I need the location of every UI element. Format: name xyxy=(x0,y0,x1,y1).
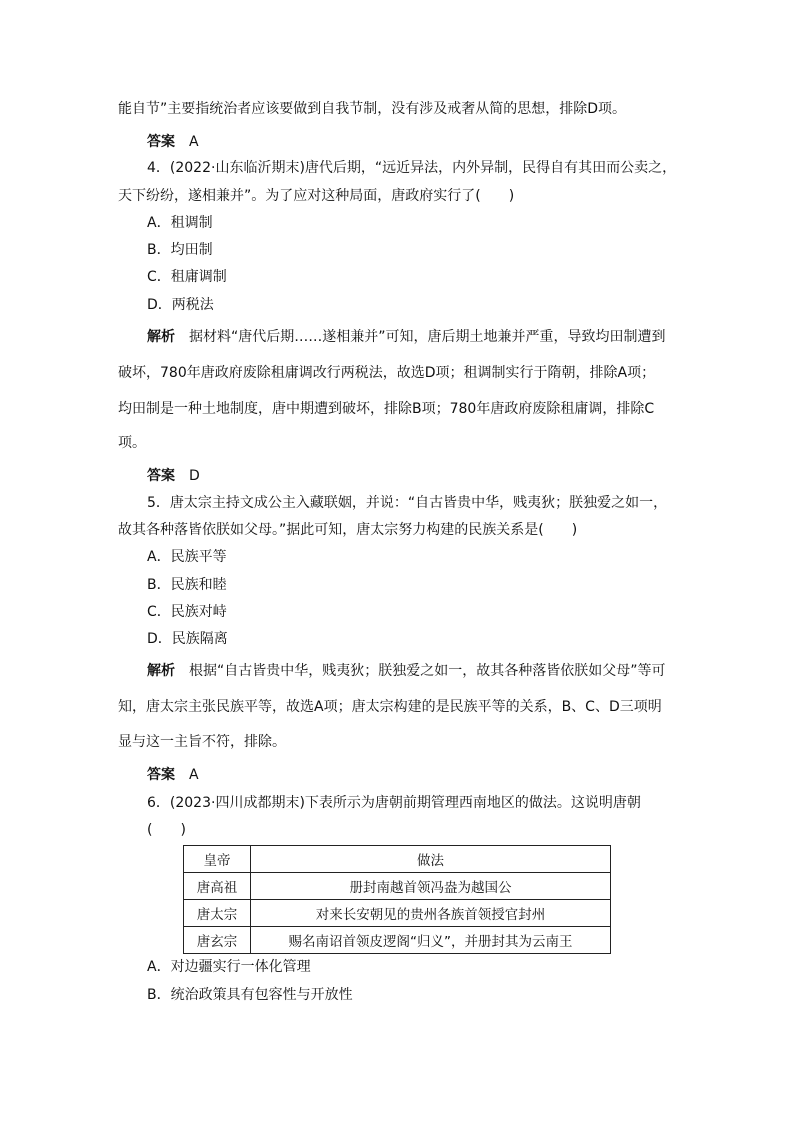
q4-option-c: C．租庸调制 xyxy=(147,269,227,285)
table-row xyxy=(184,927,611,954)
q4-answer xyxy=(147,467,200,485)
table-header-row xyxy=(184,846,611,873)
q4-stem-line2: 天下纷纷，遂相兼并”。为了应对这种局面，唐政府实行了( ) xyxy=(118,188,515,204)
table-cell: 唐玄宗 xyxy=(184,927,251,954)
q4-stem-line1: 4．(2022·山东临沂期末)唐代后期，“远近异法，内外异制，民得自有其田而公卖之， xyxy=(147,160,677,176)
q4-option-a: A．租调制 xyxy=(147,215,213,231)
q5-option-d: D．民族隔离 xyxy=(147,631,228,647)
q5-option-a: A．民族平等 xyxy=(147,549,227,565)
table-row xyxy=(184,873,611,900)
q6-stem-line2: ( ) xyxy=(147,822,186,838)
table-cell: 册封南越首领冯盎为越国公 xyxy=(251,873,611,900)
q5-analysis-line2: 知，唐太宗主张民族平等，故选A项；唐太宗构建的是民族平等的关系，B、C、D三项明 xyxy=(118,699,662,715)
q4-analysis-line2: 破坏，780年唐政府废除租庸调改行两税法，故选D项；租调制实行于隋朝，排除A项； xyxy=(118,365,656,381)
table-header-cell: 皇帝 xyxy=(184,846,251,873)
answer-label: 答案 xyxy=(147,468,175,484)
q5-analysis-line1: 解析 根据“自古皆贵中华，贱夷狄；朕独爱之如一，故其各种落皆依朕如父母”等可 xyxy=(147,663,666,679)
q5-stem-line2: 故其各种落皆依朕如父母。”据此可知，唐太宗努力构建的民族关系是( ) xyxy=(118,522,578,538)
q5-answer xyxy=(147,766,199,784)
prev-analysis-tail: 能自节”主要指统治者应该要做到自我节制，没有涉及戒奢从简的思想，排除D项。 xyxy=(118,101,627,117)
q6-table xyxy=(183,845,611,954)
table-cell: 赐名南诏首领皮逻阁“归义”，并册封其为云南王 xyxy=(251,927,611,954)
q4-analysis-line1: 解析 据材料“唐代后期……遂相兼并”可知，唐后期土地兼并严重，导致均田制遭到 xyxy=(147,329,666,345)
table-cell: 唐高祖 xyxy=(184,873,251,900)
table-header-cell: 做法 xyxy=(251,846,611,873)
answer-value: D xyxy=(189,468,200,484)
table-row xyxy=(184,900,611,927)
q4-option-d: D．两税法 xyxy=(147,297,214,313)
q6-stem-line1: 6．(2023·四川成都期末)下表所示为唐朝前期管理西南地区的做法。这说明唐朝 xyxy=(147,795,641,811)
q5-analysis-line3: 显与这一主旨不符，排除。 xyxy=(118,734,286,750)
q4-analysis-line4: 项。 xyxy=(118,435,146,451)
analysis-label: 解析 xyxy=(147,329,175,345)
answer-label: 答案 xyxy=(147,134,175,150)
analysis-label: 解析 xyxy=(147,663,175,679)
q4-analysis-line3: 均田制是一种土地制度，唐中期遭到破坏，排除B项；780年唐政府废除租庸调，排除C xyxy=(118,401,655,417)
answer-value: A xyxy=(189,767,199,783)
prev-answer xyxy=(147,133,199,151)
q5-stem-line1: 5．唐太宗主持文成公主入藏联姻，并说：“自古皆贵中华，贱夷狄；朕独爱之如一， xyxy=(147,495,668,511)
table-cell: 对来长安朝见的贵州各族首领授官封州 xyxy=(251,900,611,927)
answer-value: A xyxy=(189,134,199,150)
answer-label: 答案 xyxy=(147,767,175,783)
q5-option-b: B．民族和睦 xyxy=(147,577,227,593)
table-cell: 唐太宗 xyxy=(184,900,251,927)
q5-option-c: C．民族对峙 xyxy=(147,604,227,620)
q4-option-b: B．均田制 xyxy=(147,242,213,258)
q6-option-b: B．统治政策具有包容性与开放性 xyxy=(147,987,353,1003)
q6-option-a: A．对边疆实行一体化管理 xyxy=(147,959,311,975)
